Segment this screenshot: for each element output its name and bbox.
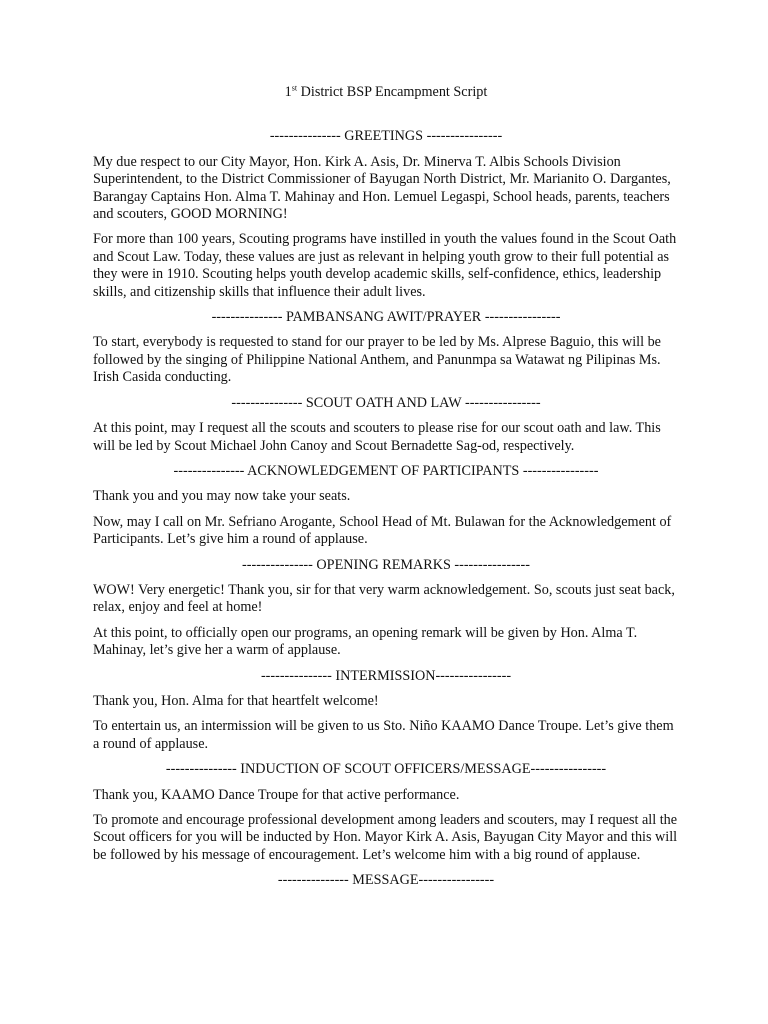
paragraph-scout-oath: At this point, may I request all the scouts and scouters to please rise for our scout oath and law. This will be led by Scout Michael John Canoy and Scout Bernadette Sag-od, respectively.: [93, 420, 661, 454]
paragraph-greetings-respect: My due respect to our City Mayor, Hon. Kirk A. Asis, Dr. Minerva T. Albis Schools Division Superintendent, to the District Commissioner of Bayugan North District, Mr. Marianito O. Dargantes, Barangay Captains Hon. Alma T. Mahinay and Hon. Lemuel Legaspi, School heads, parents, teachers and scouters, GOOD MORNING!: [93, 153, 671, 223]
document-page: [93, 84, 679, 898]
paragraph-prayer: To start, everybody is requested to stand for our prayer to be led by Ms. Alprese Baguio, this will be followed by the singing of Philippine National Anthem, and Panunmpa sa Watawat ng Pilipinas Ms. Irish Casida conducting.: [93, 334, 661, 386]
title-number: 1: [284, 84, 292, 100]
paragraph-intermission-entertain: To entertain us, an intermission will be given to us Sto. Niño KAAMO Dance Troupe. Let’s give them a round of applause.: [93, 718, 674, 752]
paragraph-intermission-thanks: Thank you, Hon. Alma for that heartfelt welcome!: [93, 692, 379, 709]
document-title: [93, 84, 679, 101]
paragraph-acknowledgement-call: Now, may I call on Mr. Sefriano Arogante, School Head of Mt. Bulawan for the Acknowledgement of Participants. Let’s give him a round of applause.: [93, 513, 672, 548]
section-heading-opening-remarks: --------------- OPENING REMARKS ----------------: [242, 556, 530, 573]
section-heading-scout-oath: --------------- SCOUT OATH AND LAW ----------------: [231, 394, 541, 411]
paragraph-induction-request: To promote and encourage professional development among leaders and scouters, may I request all the Scout officers for you will be inducted by Hon. Mayor Kirk A. Asis, Bayugan City Mayor and this will be followed by his message of encouragement. Let’s welcome him with a big round of applause.: [93, 812, 678, 863]
section-heading-acknowledgement: --------------- ACKNOWLEDGEMENT OF PARTICIPANTS ----------------: [173, 462, 599, 479]
title-text: District BSP Encampment Script: [297, 84, 488, 100]
title-ordinal-suffix: st: [291, 83, 298, 93]
paragraph-induction-thanks: Thank you, KAAMO Dance Troupe for that active performance.: [93, 786, 460, 803]
section-heading-prayer: --------------- PAMBANSANG AWIT/PRAYER ----------------: [211, 309, 561, 326]
paragraph-greetings-scouting-history: For more than 100 years, Scouting programs have instilled in youth the values found in the Scout Oath and Scout Law. Today, these values are just as relevant in helping youth grow to their full potential as they were in 1910. Scouting helps youth develop academic skills, self-confidence, ethics, leadership skills, and citizenship skills that influence their adult lives.: [93, 231, 677, 300]
section-heading-greetings: --------------- GREETINGS ----------------: [269, 128, 503, 145]
paragraph-opening-remark: At this point, to officially open our programs, an opening remark will be given by Hon. Alma T. Mahinay, let’s give her a warm of applause.: [93, 624, 638, 659]
section-heading-message: --------------- MESSAGE----------------: [277, 872, 495, 889]
section-heading-induction: --------------- INDUCTION OF SCOUT OFFICERS/MESSAGE----------------: [165, 761, 607, 778]
section-heading-intermission: --------------- INTERMISSION----------------: [260, 667, 512, 684]
paragraph-acknowledgement-seats: Thank you and you may now take your seats.: [93, 488, 351, 505]
paragraph-opening-energetic: WOW! Very energetic! Thank you, sir for that very warm acknowledgement. So, scouts just seat back, relax, enjoy and feel at home!: [93, 581, 675, 616]
